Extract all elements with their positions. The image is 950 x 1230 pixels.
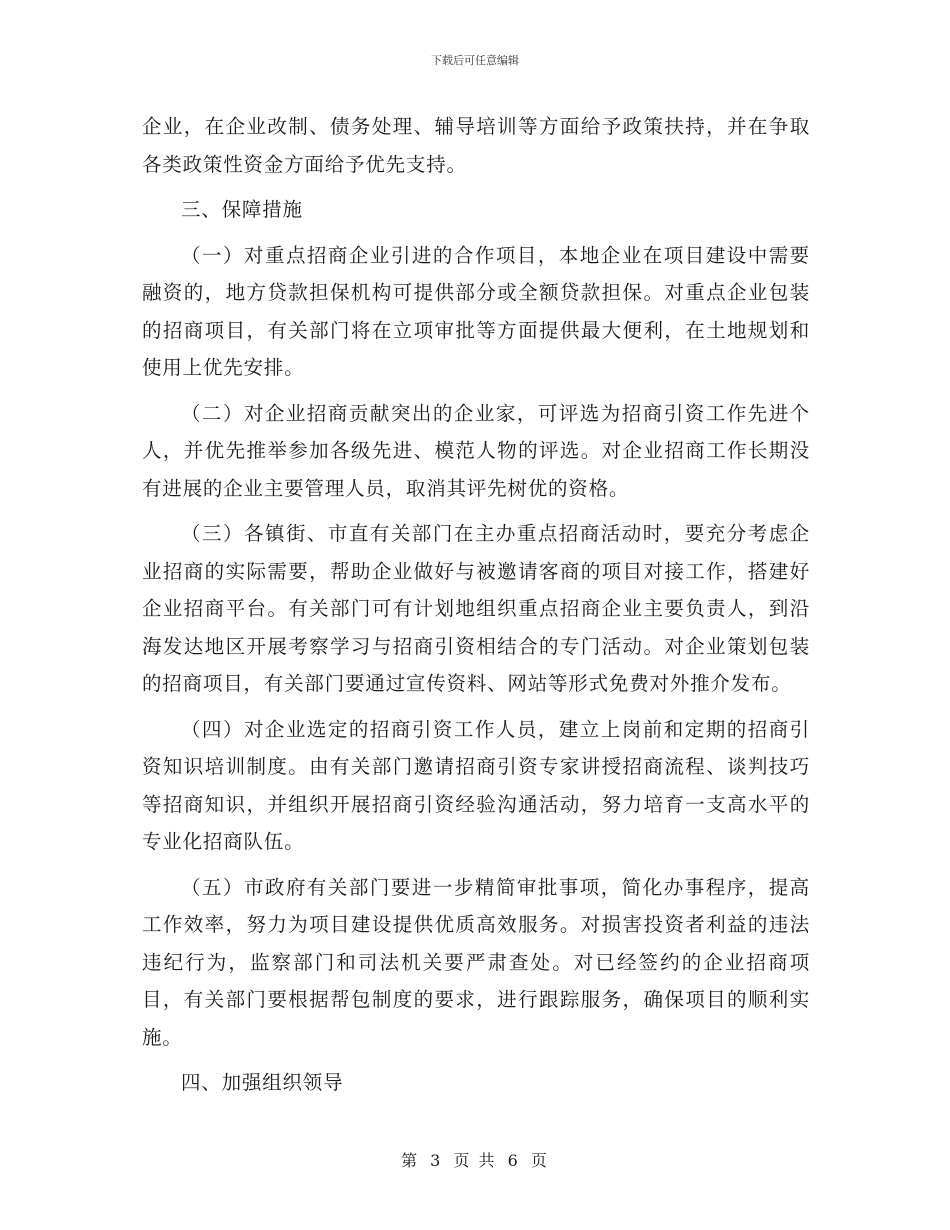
paragraph-item-5: （五）市政府有关部门要进一步精简审批事项，简化办事程序，提高工作效率，努力为项目建设提供优质高效服务。对损害投资者利益的违法违纪行为，监察部门和司法机关要严肃查处。对已经签约的企业招商项目，有关部门要根据帮包制度的要求，进行跟踪服务，确保项目的顺利实施。 <box>142 875 810 1049</box>
current-page-number: 3 <box>430 1151 443 1170</box>
paragraph-item-4: （四）对企业选定的招商引资工作人员，建立上岗前和定期的招商引资知识培训制度。由有关部门邀请招商引资专家讲授招商流程、谈判技巧等招商知识，并组织开展招商引资经验沟通活动，努力培育一支高水平的专业化招商队伍。 <box>142 717 810 853</box>
footer-prefix: 第 <box>401 1151 420 1170</box>
section-heading-4: 四、加强组织领导 <box>181 1071 344 1094</box>
paragraph-item-1: （一）对重点招商企业引进的合作项目，本地企业在项目建设中需要融资的，地方贷款担保机构可提供部分或全额贷款担保。对重点企业包装的招商项目，有关部门将在立项审批等方面提供最大便利，在土地规划和使用上优先安排。 <box>142 243 810 379</box>
paragraph-item-3: （三）各镇街、市直有关部门在主办重点招商活动时，要充分考虑企业招商的实际需要，帮助企业做好与被邀请客商的项目对接工作，搭建好企业招商平台。有关部门可有计划地组织重点招商企业主要负责人，到沿海发达地区开展考察学习与招商引资相结合的专门活动。对企业策划包装的招商项目，有关部门要通过宣传资料、网站等形式免费对外推介发布。 <box>142 522 810 695</box>
total-page-count: 6 <box>507 1151 520 1170</box>
paragraph-continued: 企业，在企业改制、债务处理、辅导培训等方面给予政策扶持，并在争取各类政策性资金方面给予优先支持。 <box>142 115 810 176</box>
footer-suffix: 页 <box>530 1151 549 1170</box>
footer-mid: 页 共 <box>453 1151 497 1170</box>
paragraph-item-2: （二）对企业招商贡献突出的企业家，可评选为招商引资工作先进个人，并优先推举参加各级先进、模范人物的评选。对企业招商工作长期没有进展的企业主要管理人员，取消其评先树优的资格。 <box>142 401 810 500</box>
document-body <box>142 108 810 1110</box>
page-header: 下载后可任意编辑 <box>431 54 519 67</box>
page-footer <box>0 1151 950 1171</box>
section-heading-3: 三、保障措施 <box>181 198 303 221</box>
